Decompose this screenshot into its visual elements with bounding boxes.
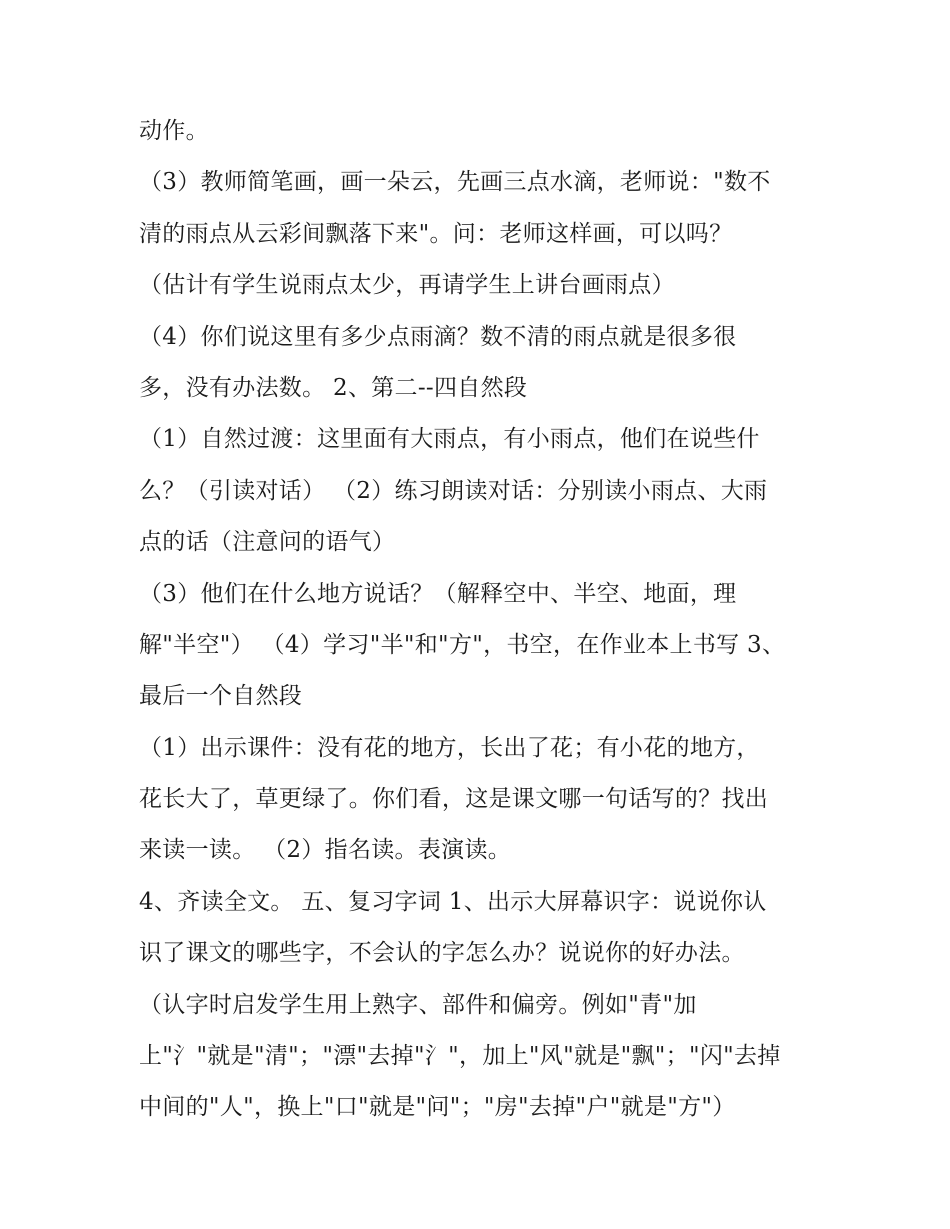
text-line: （4）你们说这里有多少点雨滴？数不清的雨点就是很多很 [139,323,737,350]
text-line: 解"半空"） （4）学习"半"和"方"，书空，在作业本上书写 3、 [139,631,786,658]
text-line: （3）教师简笔画，画一朵云，先画三点水滴，老师说："数不 [139,169,771,196]
text-line: （估计有学生说雨点太少，再请学生上讲台画雨点） [139,272,675,299]
text-line: 动作。 [139,118,209,144]
text-line: 4、齐读全文。 五、复习字词 1、出示大屏幕识字：说说你认 [139,888,767,915]
text-line: 识了课文的哪些字，不会认的字怎么办？说说你的好办法。 [139,940,745,967]
text-line: 花长大了，草更绿了。你们看，这是课文哪一句话写的？找出 [139,786,769,813]
text-line: 上"氵"就是"清"；"漂"去掉"氵"，加上"风"就是"飘"；"闪"去掉 [139,1043,781,1070]
text-line: （1）自然过渡：这里面有大雨点，有小雨点，他们在说些什 [139,426,760,453]
text-line: 中间的"人"，换上"口"就是"问"；"房"去掉"户"就是"方"） [139,1094,736,1121]
text-line: （认字时启发学生用上熟字、部件和偏旁。例如"青"加 [139,991,697,1018]
text-line: 清的雨点从云彩间飘落下来"。问：老师这样画，可以吗？ [139,220,733,247]
text-line: 么？（引读对话） （2）练习朗读对话：分别读小雨点、大雨 [139,477,768,504]
text-line: 点的话（注意问的语气） [139,529,396,556]
body-text [139,106,829,1134]
text-line: 多，没有办法数。 2、第二--四自然段 [139,374,528,401]
text-line: （1）出示课件：没有花的地方，长出了花；有小花的地方， [139,734,760,761]
text-line: 来读一读。 （2）指名读。表演读。 [139,837,512,864]
text-line: 最后一个自然段 [139,683,303,710]
text-line: （3）他们在什么地方说话？（解释空中、半空、地面，理 [139,580,737,607]
